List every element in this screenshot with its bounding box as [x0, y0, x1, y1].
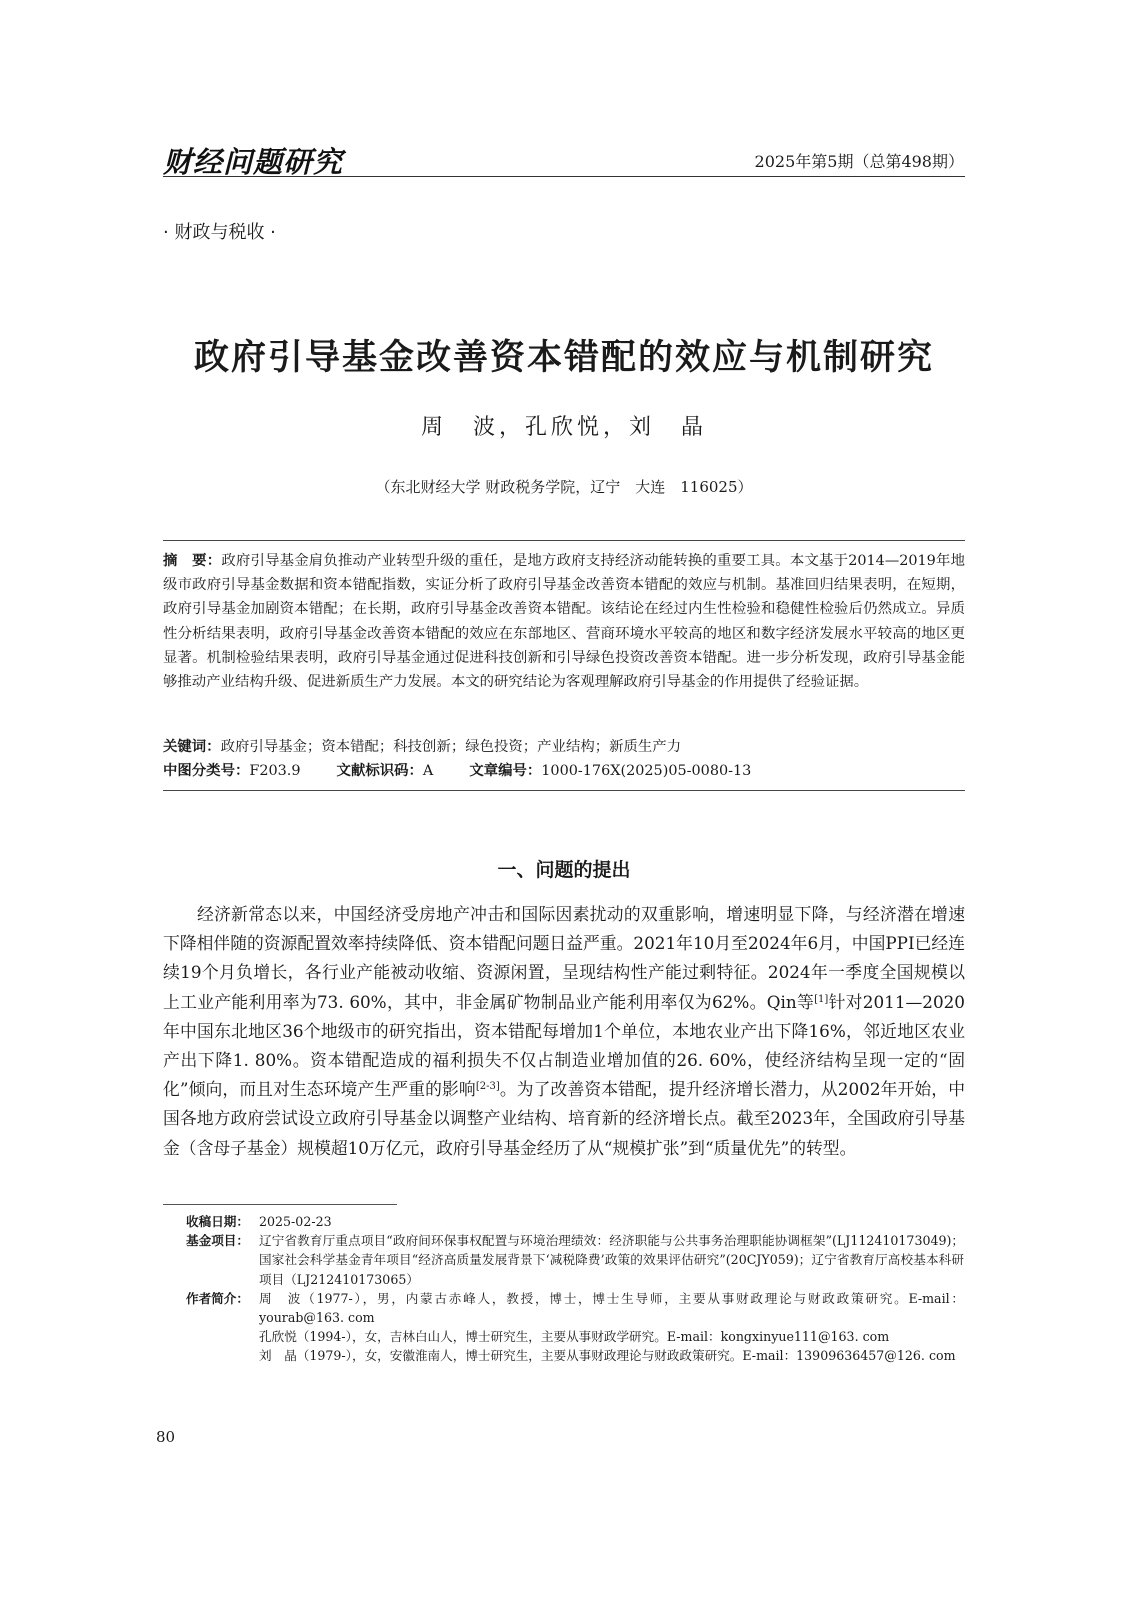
body-text-3: 。为了改善资本错配，提升经济增长潜力，从2002年开始，中国各地方政府尝试设立政府引导基金以调整产业结构、培育新的经济增长点。截至2023年，全国政府引导基金（含母子基金）规模超10万亿元，政府引导基金经历了从“规模扩张”到“质量优先”的转型。	[163, 1079, 965, 1158]
abstract-bottom-rule	[163, 790, 965, 791]
abstract-top-rule	[163, 540, 965, 541]
keywords-text: 政府引导基金；资本错配；科技创新；绿色投资；产业结构；新质生产力	[220, 739, 682, 755]
journal-logo: 财经问题研究	[163, 145, 344, 179]
fund-text: 辽宁省教育厅重点项目“政府间环保事权配置与环境治理绩效：经济职能与公共事务治理职能协调框架”(LJ112410173049)；国家社会科学基金青年项目“经济高质量发展背景下‘减税降费’政策的效果评估研究”(20CJY059)；辽宁省教育厅高校基本科研项目（LJ212410173065）	[259, 1233, 964, 1287]
footnote-rule	[163, 1204, 397, 1205]
body-paragraph	[163, 900, 965, 1163]
author-bio-3: 刘 晶（1979-），女，安徽淮南人，博士研究生，主要从事财政理论与财政政策研究。E-mail：13909636457@126. com	[259, 1348, 956, 1364]
received-label: 收稿日期：	[186, 1214, 249, 1229]
article-number-value: 1000-176X(2025)05-0080-13	[541, 763, 752, 779]
author-bio-1: 周 波（1977-），男，内蒙古赤峰人，教授，博士，博士生导师，主要从事财政理论与财政政策研究。E-mail：yourab@163. com	[259, 1290, 964, 1326]
doc-code-value: A	[422, 763, 434, 779]
affiliation: （东北财经大学 财政税务学院，辽宁 大连 116025）	[375, 478, 753, 496]
footnote-authors	[186, 1289, 964, 1366]
abstract-label: 摘 要：	[163, 553, 222, 569]
doc-code-label: 文献标识码：	[336, 763, 423, 779]
citation-1: [1]	[814, 993, 829, 1005]
keywords	[163, 735, 965, 759]
issue-info: 2025年第5期（总第498期）	[754, 152, 964, 171]
page-number: 80	[156, 1428, 176, 1446]
abstract-text: 政府引导基金肩负推动产业转型升级的重任，是地方政府支持经济动能转换的重要工具。本文基于2014—2019年地级市政府引导基金数据和资本错配指数，实证分析了政府引导基金改善资本错配的效应与机制。基准回归结果表明，在短期，政府引导基金加剧资本错配；在长期，政府引导基金改善资本错配。该结论在经过内生性检验和稳健性检验后仍然成立。异质性分析结果表明，政府引导基金改善资本错配的效应在东部地区、营商环境水平较高的地区和数字经济发展水平较高的地区更显著。机制检验结果表明，政府引导基金通过促进科技创新和引导绿色投资改善资本错配。进一步分析发现，政府引导基金能够推动产业结构升级、促进新质生产力发展。本文的研究结论为客观理解政府引导基金的作用提供了经验证据。	[163, 553, 965, 691]
citation-2: [2-3]	[475, 1081, 500, 1093]
article-title: 政府引导基金改善资本错配的效应与机制研究	[193, 338, 934, 378]
received-date: 2025-02-23	[259, 1214, 332, 1229]
section-label: · 财政与税收 ·	[163, 222, 276, 243]
fund-label: 基金项目：	[186, 1233, 249, 1249]
clc-label: 中图分类号：	[163, 763, 250, 779]
keywords-label: 关键词：	[163, 739, 221, 755]
footnote-received	[186, 1212, 964, 1231]
author-bio-2: 孔欣悦（1994-），女，吉林白山人，博士研究生，主要从事财政学研究。E-mail：kongxinyue111@163. com	[259, 1329, 890, 1345]
body-text-1: 经济新常态以来，中国经济受房地产冲击和国际因素扰动的双重影响，增速明显下降，与经济潜在增速下降相伴随的资源配置效率持续降低、资本错配问题日益严重。2021年10月至2024年6月，中国PPI已经连续19个月负增长，各行业产能被动收缩、资源闲置，呈现结构性产能过剩特征。2024年一季度全国规模以上工业产能利用率为73. 60%，其中，非金属矿物制品业产能利用率仅为62%。Qin等	[163, 904, 965, 1012]
classification-line	[163, 759, 965, 783]
header-rule	[163, 176, 965, 177]
clc-value: F203.9	[249, 763, 301, 779]
section-heading: 一、问题的提出	[497, 859, 631, 881]
abstract	[163, 549, 965, 694]
body-text-2: 针对2011—2020年中国东北地区36个地级市的研究指出，资本错配每增加1个单位，本地农业产出下降16%，邻近地区农业产出下降1. 80%。资本错配造成的福利损失不仅占制造业增加值的26. 60%，使经济结构呈现一定的“固化”倾向，而且对生态环境产生严重的影响	[163, 991, 965, 1100]
footnote-fund	[186, 1231, 964, 1289]
author-bio-label: 作者简介：	[186, 1290, 249, 1306]
authors: 周 波，孔欣悦，刘 晶	[420, 415, 707, 440]
footnotes	[186, 1212, 964, 1366]
article-number-label: 文章编号：	[469, 763, 542, 779]
